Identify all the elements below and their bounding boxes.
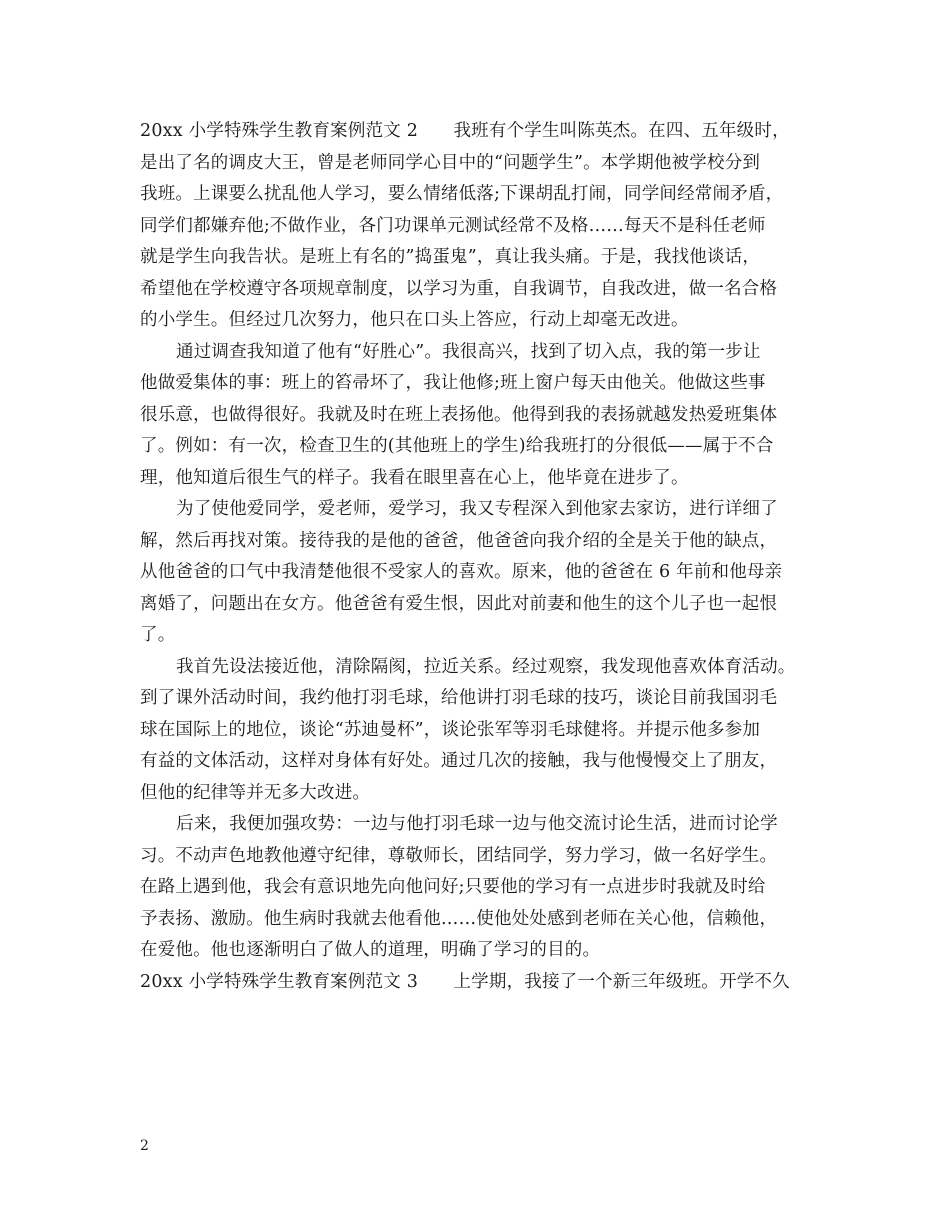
text-line: 是出了名的调皮大王，曾是老师同学心目中的“问题学生”。本学期他被学校分到 bbox=[140, 152, 761, 173]
text-line: 在路上遇到他，我会有意识地先向他问好;只要他的学习有一点进步时我就及时给 bbox=[140, 877, 766, 897]
text-line: 为了使他爱同学，爱老师，爱学习，我又专程深入到他家去家访，进行详细了 bbox=[176, 499, 778, 519]
text-line: 但他的纪律等并无多大改进。 bbox=[140, 782, 371, 803]
text-line: 从他爸爸的口气中我清楚他很不受家人的喜欢。原来，他的爸爸在 6 年前和他母亲 bbox=[140, 562, 783, 582]
text-line: 同学们都嫌弃他;不做作业，各门功课单元测试经常不及格……每天不是科任老师 bbox=[140, 215, 766, 236]
text-line: 球在国际上的地位，谈论“苏迪曼杯”，谈论张军等羽毛球健将。并提示他多参加 bbox=[140, 719, 761, 740]
text-line: 理，他知道后很生气的样子。我看在眼里喜在心上，他毕竟在进步了。 bbox=[140, 467, 689, 488]
text-line: 的小学生。但经过几次努力，他只在口头上答应，行动上却毫无改进。 bbox=[140, 310, 689, 330]
text-line: 予表扬、激励。他生病时我就去他看他……使他处处感到老师在关心他，信赖他， bbox=[140, 908, 778, 929]
text-line: 20xx 小学特殊学生教育案例范文 2 我班有个学生叫陈英杰。在四、五年级时， bbox=[140, 121, 790, 141]
text-line: 我班。上课要么扰乱他人学习，要么情绪低落;下课胡乱打闹，同学间经常闹矛盾， bbox=[140, 184, 784, 204]
text-line: 我首先设法接近他，清除隔阂，拉近关系。经过观察，我发现他喜欢体育活动。 bbox=[176, 656, 796, 677]
text-line: 他做爱集体的事：班上的笞帚坏了，我让他修;班上窗户每天由他关。他做这些事 bbox=[140, 373, 766, 393]
text-line: 就是学生向我告状。是班上有名的”捣蛋鬼”，真让我头痛。于是，我找他谈话， bbox=[140, 247, 761, 267]
body-text bbox=[140, 116, 830, 998]
text-line: 通过调查我知道了他有“好胜心”。我很高兴，找到了切入点，我的第一步让 bbox=[176, 341, 761, 362]
text-line: 在爱他。他也逐渐明白了做人的道理，明确了学习的目的。 bbox=[140, 940, 601, 960]
text-line: 了。例如：有一次，检查卫生的(其他班上的学生)给我班打的分很低——属于不合 bbox=[140, 436, 774, 456]
text-line: 离婚了，问题出在女方。他爸爸有爱生恨，因此对前妻和他生的这个儿子也一起恨 bbox=[140, 593, 778, 614]
text-line: 到了课外活动时间，我约他打羽毛球，给他讲打羽毛球的技巧，谈论目前我国羽毛 bbox=[140, 688, 778, 708]
text-line: 希望他在学校遵守各项规章制度，以学习为重，自我调节，自我改进，做一名合格 bbox=[140, 278, 778, 299]
text-line: 习。不动声色地教他遵守纪律，尊敬师长，团结同学，努力学习，做一名好学生。 bbox=[140, 845, 778, 866]
text-line: 解，然后再找对策。接待我的是他的爸爸，他爸爸向我介绍的全是关于他的缺点， bbox=[140, 530, 778, 551]
text-line: 很乐意，也做得很好。我就及时在班上表扬他。他得到我的表扬就越发热爱班集体 bbox=[140, 404, 778, 425]
text-line: 20xx 小学特殊学生教育案例范文 3 上学期，我接了一个新三年级班。开学不久 bbox=[140, 971, 790, 992]
text-line: 有益的文体活动，这样对身体有好处。通过几次的接触，我与他慢慢交上了朋友， bbox=[140, 751, 778, 771]
page-number: 2 bbox=[140, 1138, 149, 1154]
text-line: 了。 bbox=[140, 625, 176, 645]
text-line: 后来，我便加强攻势：一边与他打羽毛球一边与他交流讨论生活，进而讨论学 bbox=[176, 814, 778, 834]
